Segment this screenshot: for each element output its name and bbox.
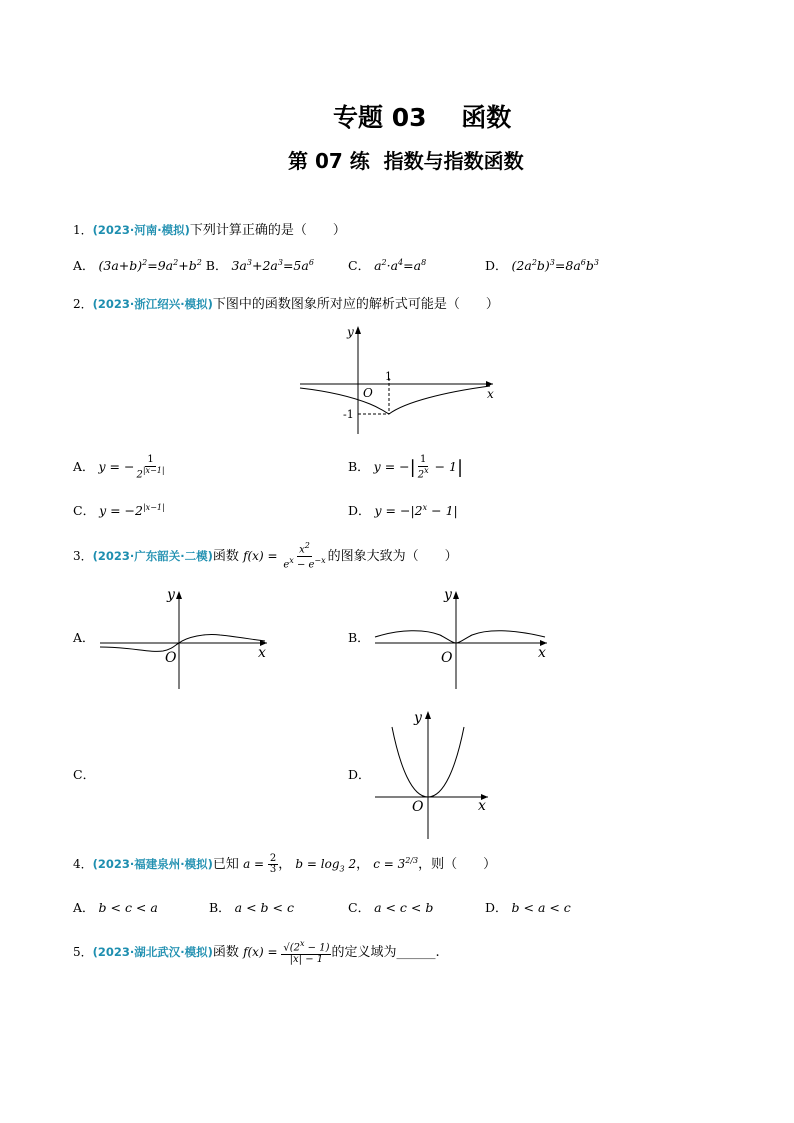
question-3-option-d-label[interactable]: D． xyxy=(348,767,371,782)
question-source: (2023·福建泉州·模拟) xyxy=(92,857,213,871)
graph-origin-label: O xyxy=(441,650,453,666)
question-3-graph-b[interactable] xyxy=(370,585,555,695)
question-2-option-d[interactable]: D． $y = -|2^x - 1|$ xyxy=(348,502,458,518)
question-2-option-c[interactable]: C． $y = -2^{|x-1|}$ xyxy=(73,502,165,518)
option-d[interactable]: D． $(2a^2b)^3=8a^6b^3$ xyxy=(485,257,599,273)
option-c[interactable]: C． a < c < b xyxy=(348,900,434,915)
question-2-graph xyxy=(295,322,505,437)
option-c[interactable]: C． $a^2\cdot a^4=a^8$ xyxy=(348,257,427,273)
question-3-option-c-label[interactable]: C． xyxy=(73,767,96,782)
question-source: (2023·湖北武汉·模拟) xyxy=(92,945,213,960)
question-4-stem: 4．(2023·福建泉州·模拟)已知 a = $\frac{2}{3}$ ， $b = \log_3 2$， $c = 3^{2/3}$，则（ ） xyxy=(73,852,497,875)
question-source: (2023·浙江绍兴·模拟) xyxy=(92,297,213,311)
graph-x-label: x xyxy=(478,798,486,814)
question-3-graph-a[interactable] xyxy=(95,585,275,695)
question-2-option-a[interactable]: A． y = − $\frac{1}{2^{|x-1|}}$ xyxy=(73,454,165,480)
question-3-graph-d[interactable] xyxy=(370,707,495,842)
option-b[interactable]: B． a < b < c xyxy=(209,900,294,915)
graph-y-label: y xyxy=(444,587,452,603)
graph-one-label: 1 xyxy=(385,370,392,383)
graph-y-label: y xyxy=(167,587,175,603)
question-3-option-b-label[interactable]: B． xyxy=(348,630,370,645)
graph-origin-label: O xyxy=(412,799,424,815)
question-2-option-b[interactable]: B． y = −| $\frac{1}{2^x}$ − 1| xyxy=(348,454,464,480)
question-2-stem: 2．(2023·浙江绍兴·模拟)下图中的函数图象所对应的解析式可能是（ ） xyxy=(73,297,499,312)
option-b[interactable]: B． $3a^3+2a^3=5a^6$ xyxy=(205,257,314,273)
page-title: 专题 03 函数 xyxy=(333,103,512,132)
question-3-option-a-label[interactable]: A． xyxy=(73,630,95,645)
graph-neg1-label: -1 xyxy=(343,408,354,421)
option-a[interactable]: A． b < c < a xyxy=(73,900,158,915)
question-source: (2023·广东韶关·二模) xyxy=(92,548,213,563)
graph-y-label: y xyxy=(347,325,354,339)
page-subtitle: 第 07 练 指数与指数函数 xyxy=(288,149,524,173)
question-1-stem: 1．(2023·河南·模拟)下列计算正确的是（ ） xyxy=(73,223,346,238)
question-3-stem: 3．(2023·广东韶关·二模)函数 f(x) = $\frac{x^2}{e^x - e^{-x}}$ 的图象大致为（ ） xyxy=(73,541,458,571)
graph-x-label: x xyxy=(258,645,266,661)
question-5-stem: 5．(2023·湖北武汉·模拟)函数 f(x) = $\frac{√(2^x - 1)}{|x| - 1}$ 的定义域为______. xyxy=(73,939,440,965)
question-1-options xyxy=(73,256,733,274)
question-source: (2023·河南·模拟) xyxy=(92,223,190,237)
graph-x-label: x xyxy=(538,645,546,661)
graph-origin-label: O xyxy=(363,386,373,400)
option-d[interactable]: D． b < a < c xyxy=(485,900,571,915)
option-a[interactable]: A． $(3a+b)^2=9a^2+b^2$ xyxy=(73,257,202,273)
graph-x-label: x xyxy=(487,387,494,401)
graph-origin-label: O xyxy=(165,650,177,666)
graph-y-label: y xyxy=(414,710,422,726)
